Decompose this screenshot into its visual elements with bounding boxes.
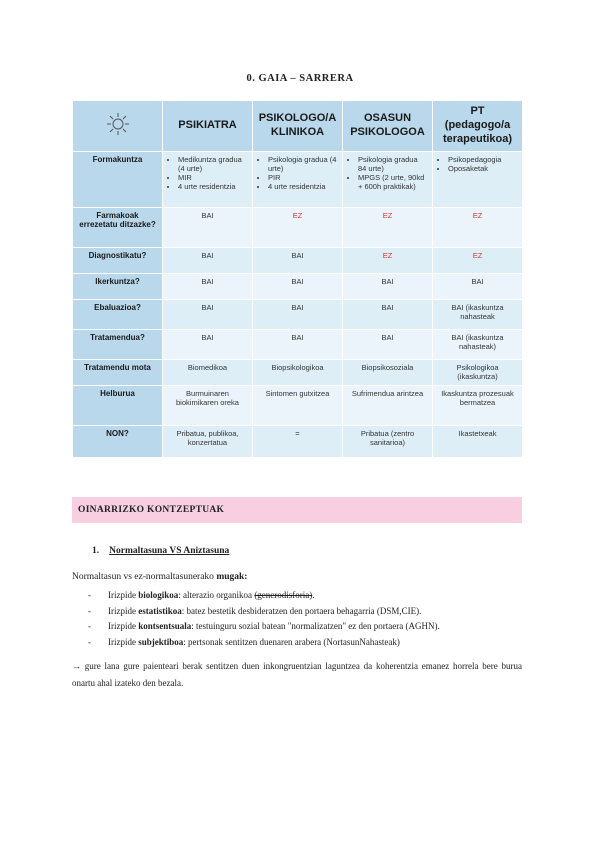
table-row (73, 426, 523, 458)
row-label: Formakuntza (73, 152, 163, 208)
row-label: Tratamendu mota (73, 360, 163, 386)
header-psikologo-klinikoa: PSIKOLOGO/A KLINIKOA (253, 101, 343, 152)
dash-bullet: - (88, 636, 91, 647)
table-row (73, 386, 523, 426)
list-item: • MPGS (2 urte, 90kd + 600h praktikak) (358, 173, 428, 191)
table-cell: BAI (163, 248, 253, 274)
table-header-row (73, 101, 523, 152)
table-cell: Biomedikoa (163, 360, 253, 386)
sun-icon (105, 111, 131, 137)
criterion-key: biologikoa (138, 590, 179, 600)
table-cell: BAI (343, 274, 433, 300)
table-cell: Pribatua (zentro sanitarioa) (343, 426, 433, 458)
criterion-key: subjektiboa (138, 636, 184, 647)
list-item (88, 635, 440, 651)
table-cell: BAI (343, 330, 433, 360)
table-cell: BAI (253, 274, 343, 300)
criterion-text: : alterazio organikoa (178, 590, 255, 600)
row-label: Ebaluazioa? (73, 300, 163, 330)
subsection-number: 1. (92, 546, 100, 556)
header-psikiatra: PSIKIATRA (163, 101, 253, 152)
dash-bullet: - (88, 621, 91, 631)
subsection-heading (92, 546, 229, 556)
intro-plain: Normaltasun vs ez-normaltasunerako (72, 572, 217, 582)
list-item: • Psikologia gradua 84 urte) (358, 155, 428, 173)
table-row (73, 300, 523, 330)
table-cell: BAI (253, 248, 343, 274)
criterion-prefix: Irizpide (108, 621, 139, 631)
formakuntza-psikologo-klinikoa (253, 152, 343, 208)
list-item: • Psikologia gradua (4 urte) (268, 155, 338, 173)
intro-text (72, 572, 247, 582)
table-cell: Psikologikoa (ikaskuntza) (433, 360, 523, 386)
table-cell: Biopsikosoziala (343, 360, 433, 386)
table-cell: EZ (253, 208, 343, 248)
header-osasun-psikologoa: OSASUN PSIKOLOGOA (343, 101, 433, 152)
table-cell: BAI (253, 330, 343, 360)
criteria-list (88, 588, 440, 650)
list-item: • Psikopedagogia (448, 155, 518, 164)
list-item: • Medikuntza gradua (4 urte) (178, 155, 248, 173)
table-cell: BAI (433, 274, 523, 300)
table-row-formakuntza (73, 152, 523, 208)
intro-bold: mugak: (216, 572, 248, 582)
conclusion-paragraph: → gure lana gure paienteari berak sentitzen duen inkongruentzian laguntzea da koherentzia emanez horrela bere burua onartu ahal izateko den bezala. (72, 661, 522, 688)
table-cell: BAI (ikaskuntza nahasteak (433, 300, 523, 330)
list-item: • MIR (178, 173, 248, 182)
table-cell: Ikastetxeak (433, 426, 523, 458)
row-label: Helburua (73, 386, 163, 426)
table-row (73, 274, 523, 300)
criterion-text: : batez bestetik desbideratzen den portaera behagarria (DSM,CIE). (181, 605, 422, 616)
list-item: • Oposaketak (448, 164, 518, 173)
formakuntza-osasun-psikologoa (343, 152, 433, 208)
row-label: Diagnostikatu? (73, 248, 163, 274)
list-item (88, 619, 440, 635)
table-cell: BAI (343, 300, 433, 330)
table-cell: BAI (163, 300, 253, 330)
table-cell: EZ (433, 248, 523, 274)
table-cell: EZ (433, 208, 523, 248)
criterion-struck: (generodisforia) (254, 590, 313, 600)
criterion-text: : testuinguru sozial batean "normalizatzen" ez den portaera (AGHN). (191, 621, 440, 631)
formakuntza-pt (433, 152, 523, 208)
list-item (88, 588, 440, 604)
profession-comparison-table (72, 100, 523, 458)
page-title: 0. GAIA – SARRERA (246, 73, 354, 84)
table-cell: BAI (253, 300, 343, 330)
row-label: Ikerkuntza? (73, 274, 163, 300)
list-item: • PIR (268, 173, 338, 182)
header-pt: PT (pedagogo/a terapeutikoa) (433, 101, 523, 152)
table-cell: EZ (343, 248, 433, 274)
table-cell: Pribatua, publikoa, konzertatua (163, 426, 253, 458)
table-cell: Sintomen gutxitzea (253, 386, 343, 426)
table-cell: Ikaskuntza prozesuak bermatzea (433, 386, 523, 426)
dash-bullet: - (88, 590, 91, 600)
table-cell: BAI (163, 330, 253, 360)
section-title: OINARRIZKO KONTZEPTUAK (72, 497, 522, 523)
table-row (73, 208, 523, 248)
criterion-end: . (312, 590, 315, 600)
criterion-key: estatistikoa (138, 605, 182, 616)
list-item: • 4 urte residentzia (178, 182, 248, 191)
criterion-text: : pertsonak sentitzen duenaren arabera (NortasunNahasteak) (183, 636, 400, 647)
subsection-title: Normaltasuna VS Aniztasuna (109, 546, 230, 556)
table-cell: BAI (ikaskuntza nahasteak) (433, 330, 523, 360)
row-label: Farmakoak errezetatu ditzazke? (73, 208, 163, 248)
table-cell: = (253, 426, 343, 458)
table-corner (73, 101, 163, 152)
criterion-key: kontsentsuala (138, 621, 192, 631)
list-item: • 4 urte residentzia (268, 182, 338, 191)
table-cell: BAI (163, 208, 253, 248)
row-label: NON? (73, 426, 163, 458)
criterion-prefix: Irizpide (108, 636, 139, 647)
table-row (73, 248, 523, 274)
table-cell: Burmuinaren biokimikaren oreka (163, 386, 253, 426)
table-cell: Sufrimendua arintzea (343, 386, 433, 426)
table-cell: EZ (343, 208, 433, 248)
dash-bullet: - (88, 605, 91, 616)
table-row (73, 360, 523, 386)
list-item (88, 604, 440, 620)
criterion-prefix: Irizpide (108, 590, 139, 600)
formakuntza-psikiatra (163, 152, 253, 208)
table-cell: BAI (163, 274, 253, 300)
criterion-prefix: Irizpide (108, 605, 139, 616)
table-row (73, 330, 523, 360)
row-label: Tratamendua? (73, 330, 163, 360)
table-cell: Biopsikologikoa (253, 360, 343, 386)
